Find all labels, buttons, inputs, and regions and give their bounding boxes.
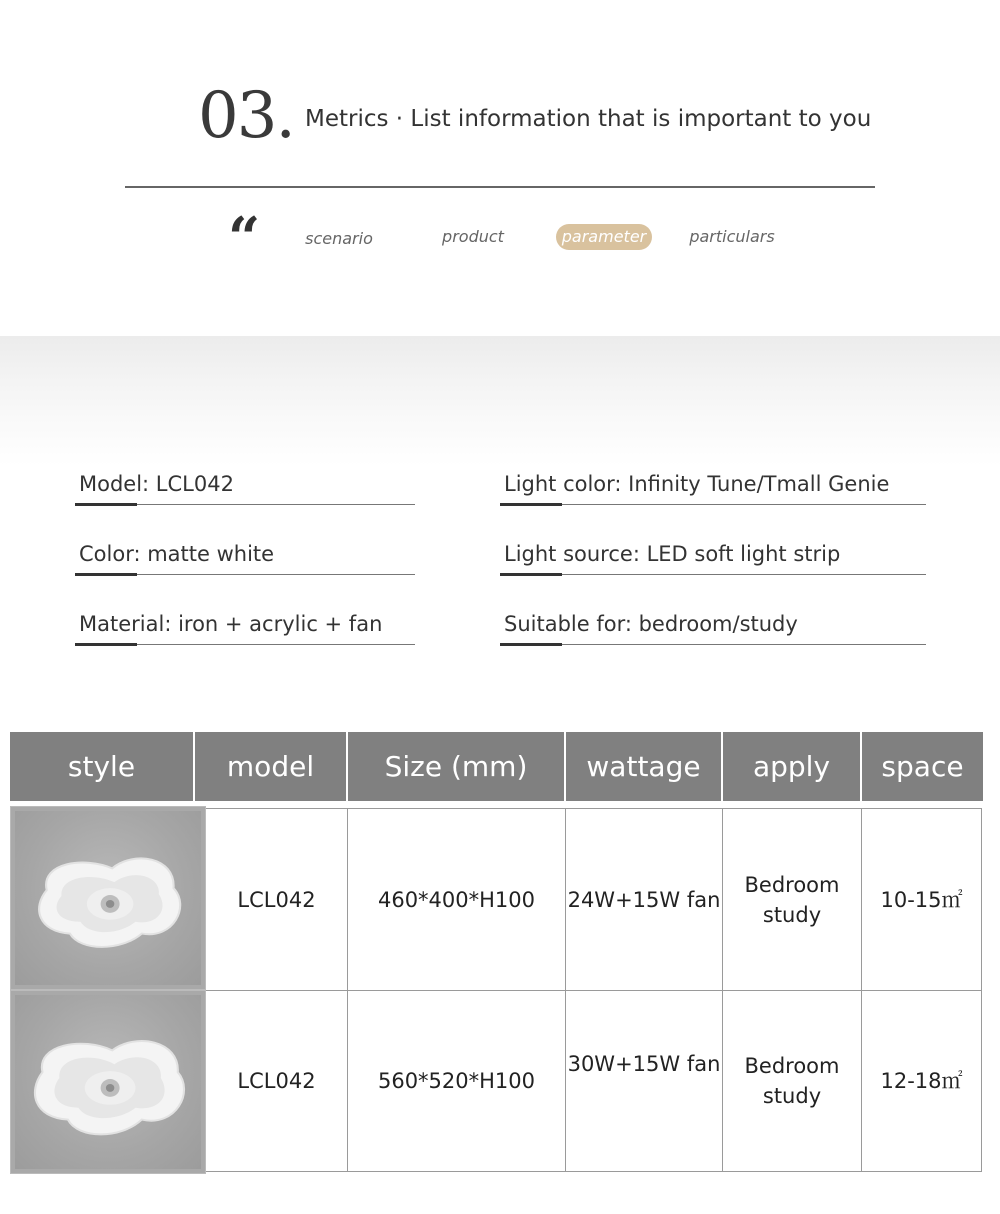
table-row-1-space <box>861 808 982 991</box>
table-header-model <box>195 732 346 801</box>
table-row-2-style <box>10 990 206 1174</box>
table-row-1-wattage <box>565 808 723 991</box>
spec-text: Suitable for: bedroom/study <box>504 612 798 636</box>
table-header-style <box>10 732 193 801</box>
spec-light-source <box>500 540 926 580</box>
quote-mark-icon: “ <box>228 205 261 271</box>
table-row-1-style <box>10 806 206 990</box>
tab-particulars[interactable]: particulars <box>689 227 775 246</box>
table-header-apply <box>723 732 860 801</box>
table-row-2-apply <box>722 990 862 1172</box>
spec-material <box>75 610 415 650</box>
cell-text: 10-15㎡ <box>880 887 963 912</box>
cell-text-line2: study <box>762 1084 822 1108</box>
table-row-1-apply <box>722 808 862 991</box>
spec-light-color <box>500 470 926 510</box>
cell-text: 460*400*H100 <box>377 887 536 912</box>
spec-text: Material: iron + acrylic + fan <box>79 612 383 636</box>
header-label: space <box>881 750 964 783</box>
spec-accent-bar <box>500 643 562 646</box>
table-row-2-model <box>206 990 348 1172</box>
cell-text: 30W+15W fan <box>567 1052 721 1076</box>
spec-model <box>75 470 415 510</box>
spec-accent-bar <box>500 503 562 506</box>
cloud-shaped-ceiling-fan-light <box>15 995 201 1169</box>
cell-text: LCL042 <box>237 1069 316 1093</box>
spec-accent-bar <box>75 643 137 646</box>
cell-text: 24W+15W fan <box>567 887 721 912</box>
tab-product[interactable]: product <box>442 227 504 246</box>
table-row-1-size <box>347 808 566 991</box>
table-row-2-size <box>347 990 566 1172</box>
spec-accent-bar <box>75 503 137 506</box>
header-label: apply <box>752 750 831 783</box>
cell-text-line1: Bedroom <box>744 872 840 897</box>
cell-text: 560*520*H100 <box>377 1069 536 1093</box>
table-row-2-wattage <box>565 990 723 1172</box>
tab-scenario[interactable]: scenario <box>305 229 373 248</box>
cell-text-line1: Bedroom <box>744 1054 840 1078</box>
spec-accent-bar <box>75 573 137 576</box>
spec-text: Light source: LED soft light strip <box>504 542 841 566</box>
lamp-image <box>15 995 201 1169</box>
header-label: Size (mm) <box>384 750 528 783</box>
lamp-image <box>15 811 201 985</box>
spec-color <box>75 540 415 580</box>
header-label: wattage <box>586 750 701 783</box>
header-divider <box>125 186 875 188</box>
cell-text-line2: study <box>762 902 822 927</box>
gradient-band <box>0 336 1000 466</box>
spec-text: Light color: Infinity Tune/Tmall Genie <box>504 472 890 496</box>
spec-divider <box>500 574 926 575</box>
spec-text: Color: matte white <box>79 542 275 566</box>
section-number: 03. <box>198 79 294 153</box>
header-label: style <box>67 750 136 783</box>
cloud-shaped-ceiling-fan-light <box>15 811 201 985</box>
section-title: Metrics · List information that is important to you <box>305 106 872 132</box>
table-row-1-model <box>206 808 348 991</box>
spec-divider <box>500 504 926 505</box>
table-header-space <box>862 732 983 801</box>
spec-accent-bar <box>500 573 562 576</box>
cell-text: 12-18㎡ <box>880 1069 963 1093</box>
table-header-size <box>348 732 564 801</box>
header-label: model <box>226 750 315 783</box>
spec-suitable-for <box>500 610 926 650</box>
table-row-2-space <box>861 990 982 1172</box>
spec-text: Model: LCL042 <box>79 472 234 496</box>
cell-text: LCL042 <box>237 887 316 912</box>
table-header-wattage <box>566 732 721 801</box>
tab-parameter[interactable]: parameter <box>556 224 652 250</box>
spec-divider <box>500 644 926 645</box>
